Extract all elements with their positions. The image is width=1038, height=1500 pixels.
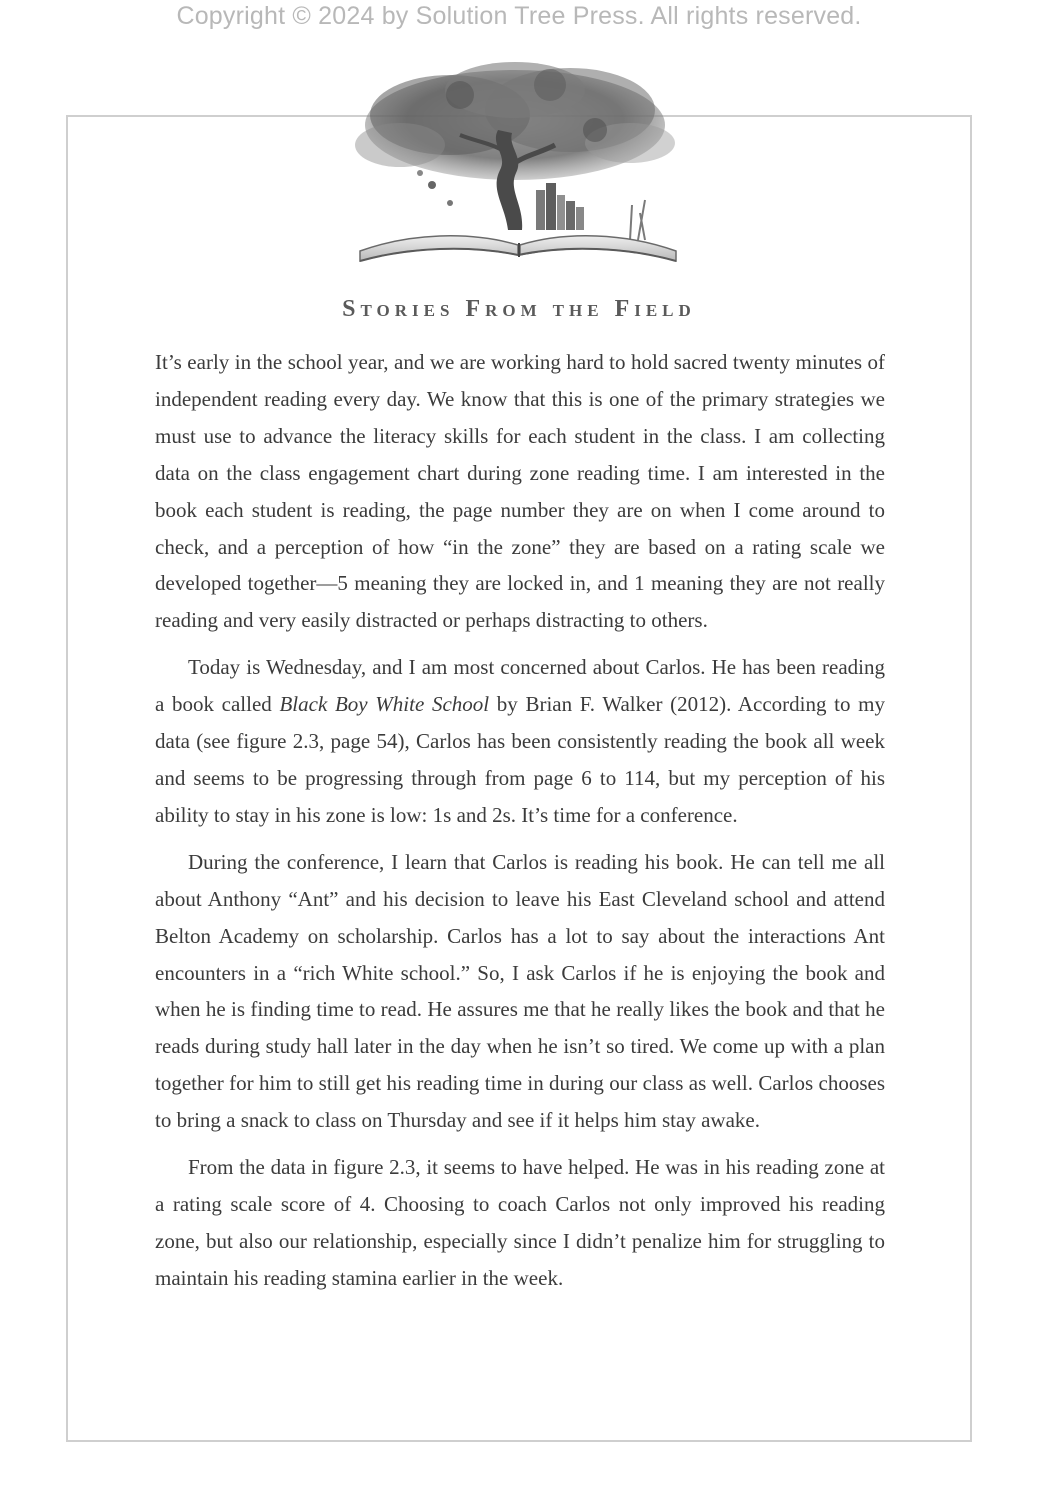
book-title: Black Boy White School <box>279 692 490 717</box>
paragraph-2-start: Today is Wednesday, and I am most concerned about Carlos. He has been reading a book called <box>155 655 885 717</box>
story-body <box>155 344 885 1307</box>
story-paragraph-2 <box>155 649 885 834</box>
story-paragraph-3: During the conference, I learn that Carlos is reading his book. He can tell me all about Anthony “Ant” and his decision to leave his East Cleveland school and attend Belton Academy on scholarship. Carlos has a lot to say about the interactions Ant encounters in a “rich White school.” So, I ask Carlos if he is enjoying the book and when he is finding time to read. He assures me that he really likes the book and that he reads during study hall later in the day when he isn’t so tired. We come up with a plan together for him to still get his reading time in during our class as well. Carlos chooses to bring a snack to class on Thursday and see if it helps him stay awake. <box>155 849 885 1133</box>
story-paragraph-4: From the data in figure 2.3, it seems to have helped. He was in his reading zone at a rating scale score of 4. Choosing to coach Carlos not only improved his reading zone, but also our relationship, especially since I didn’t penalize him for struggling to maintain his reading stamina earlier in the week. <box>155 1155 885 1290</box>
tree-book-icon <box>340 55 700 275</box>
copyright-notice: Copyright © 2024 by Solution Tree Press. All rights reserved. <box>176 2 862 30</box>
story-paragraph-1: It’s early in the school year, and we are working hard to hold sacred twenty minutes of independent reading every day. We know that this is one of the primary strategies we must use to advance the literacy skills for each student in the class. I am collecting data on the class engagement chart during zone reading time. I am interested in the book each student is reading, the page number they are on when I come around to check, and a perception of how “in the zone” they are based on a rating scale we developed together—5 meaning they are locked in, and 1 meaning they are not really reading and very easily distracted or perhaps distracting to others. <box>155 350 885 633</box>
section-title: Stories From the Field <box>342 296 696 322</box>
paragraph-2-end: by Brian F. Walker (2012). According to my data (see figure 2.3, page 54), Carlos has been consistently reading the book all week and seems to be progressing through from page 6 to 114, but my perception of his ability to stay in his zone is low: 1s and 2s. It’s time for a conference. <box>155 692 886 827</box>
